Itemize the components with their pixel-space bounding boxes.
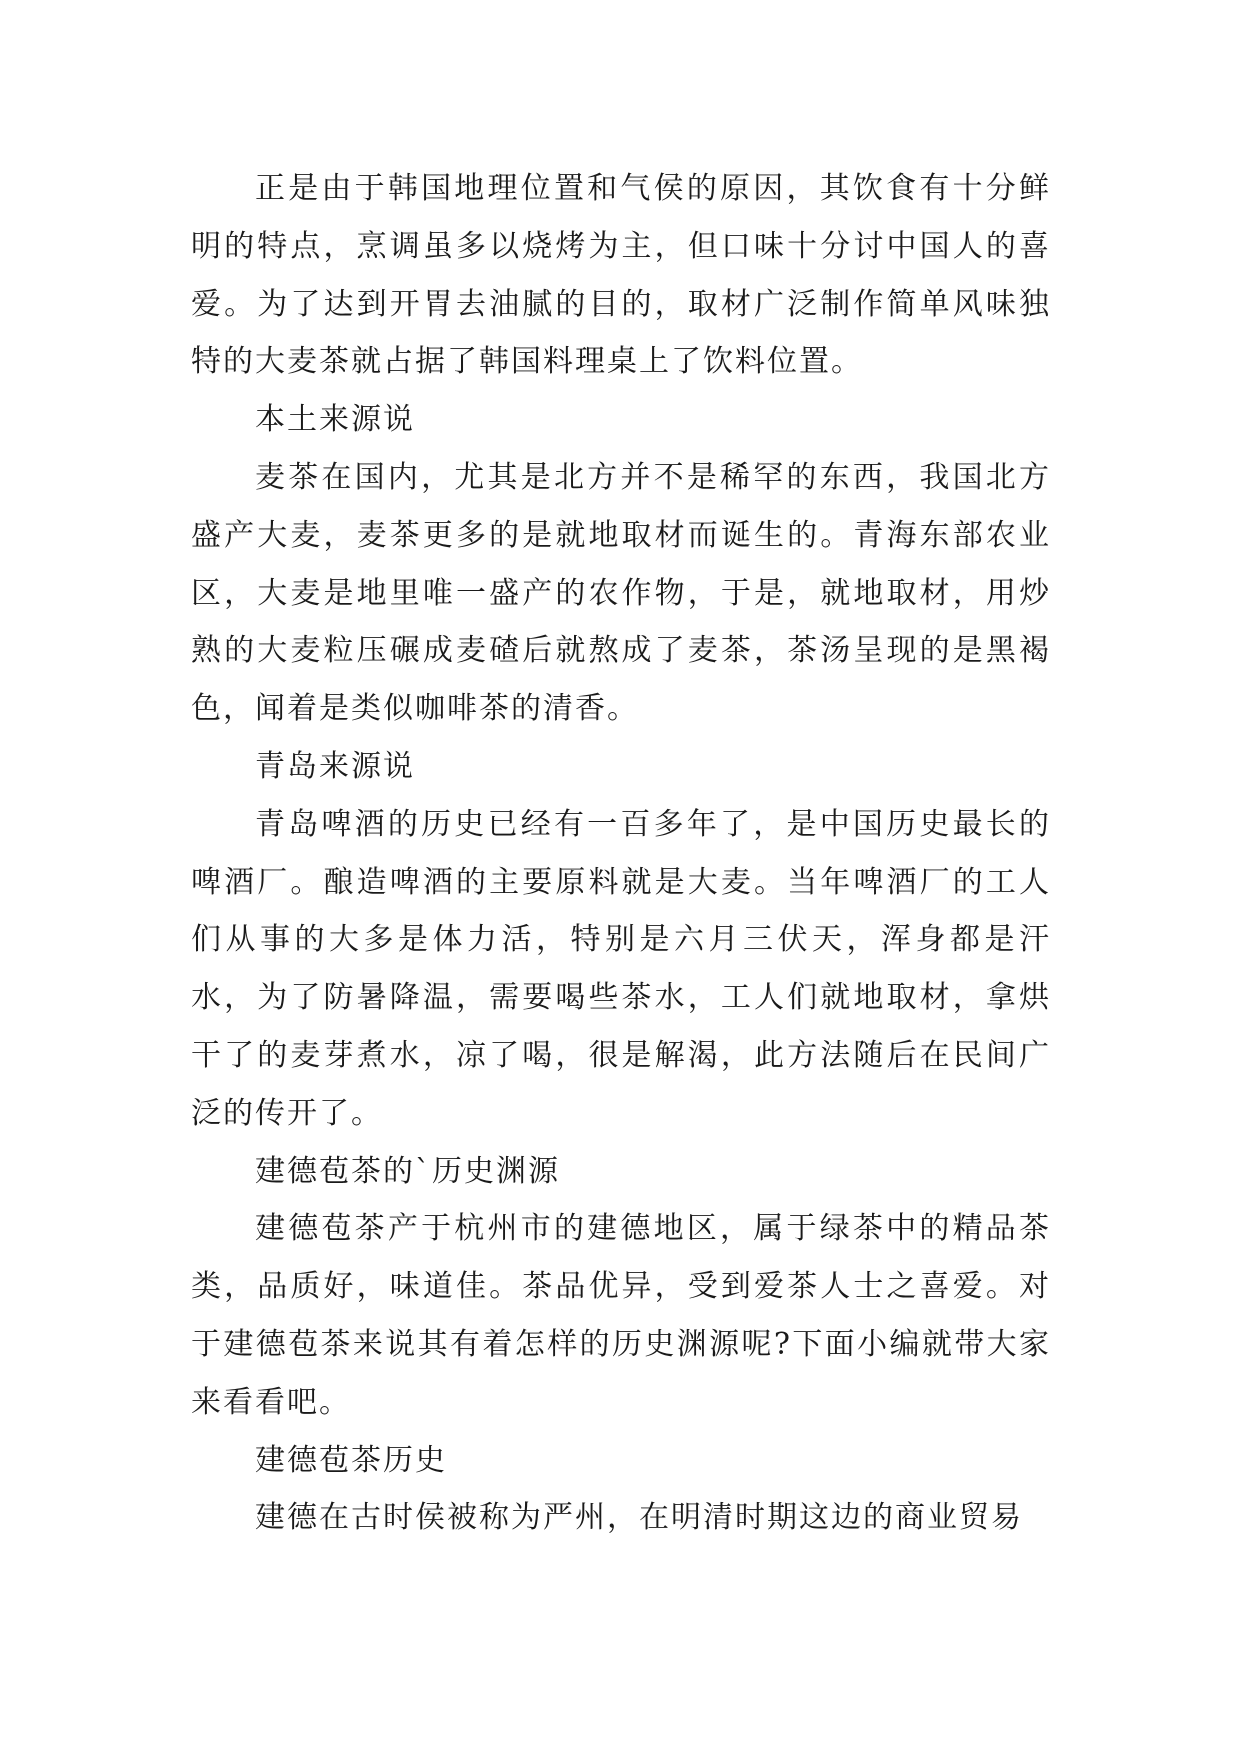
heading-jiande-history-origin: 建德苞茶的`历史渊源 [255, 1153, 560, 1189]
heading-jiande-tea-history: 建德苞茶历史 [255, 1442, 447, 1478]
paragraph-korea-barley-tea: 正是由于韩国地理位置和气侯的原因，其饮食有十分鲜明的特点，烹调虽多以烧烤为主，但口味十分讨中国人的喜爱。为了达到开胃去油腻的目的，取材广泛制作简单风味独特的大麦茶就占据了韩国料理桌上了饮料位置。 [191, 171, 1051, 380]
heading-local-origin: 本土来源说 [255, 402, 415, 438]
heading-qingdao-origin: 青岛来源说 [255, 748, 415, 784]
paragraph-jiande-tea-intro: 建德苞茶产于杭州市的建德地区，属于绿茶中的精品茶类，品质好，味道佳。茶品优异，受到爱茶人士之喜爱。对于建德苞茶来说其有着怎样的历史渊源呢?下面小编就带大家来看看吧。 [191, 1211, 1051, 1420]
paragraph-jiande-history: 建德在古时侯被称为严州，在明清时期这边的商业贸易 [255, 1500, 1023, 1536]
document-body [191, 160, 1051, 1547]
paragraph-qingdao-origin: 青岛啤酒的历史已经有一百多年了，是中国历史最长的啤酒厂。酿造啤酒的主要原料就是大麦。当年啤酒厂的工人们从事的大多是体力活，特别是六月三伏天，浑身都是汗水，为了防暑降温，需要喝些茶水，工人们就地取材，拿烘干了的麦芽煮水，凉了喝，很是解渴，此方法随后在民间广泛的传开了。 [191, 806, 1051, 1131]
paragraph-local-origin: 麦茶在国内，尤其是北方并不是稀罕的东西，我国北方盛产大麦，麦茶更多的是就地取材而诞生的。青海东部农业区，大麦是地里唯一盛产的农作物，于是，就地取材，用炒熟的大麦粒压碾成麦碴后就熬成了麦茶，茶汤呈现的是黑褐色，闻着是类似咖啡茶的清香。 [191, 459, 1051, 727]
